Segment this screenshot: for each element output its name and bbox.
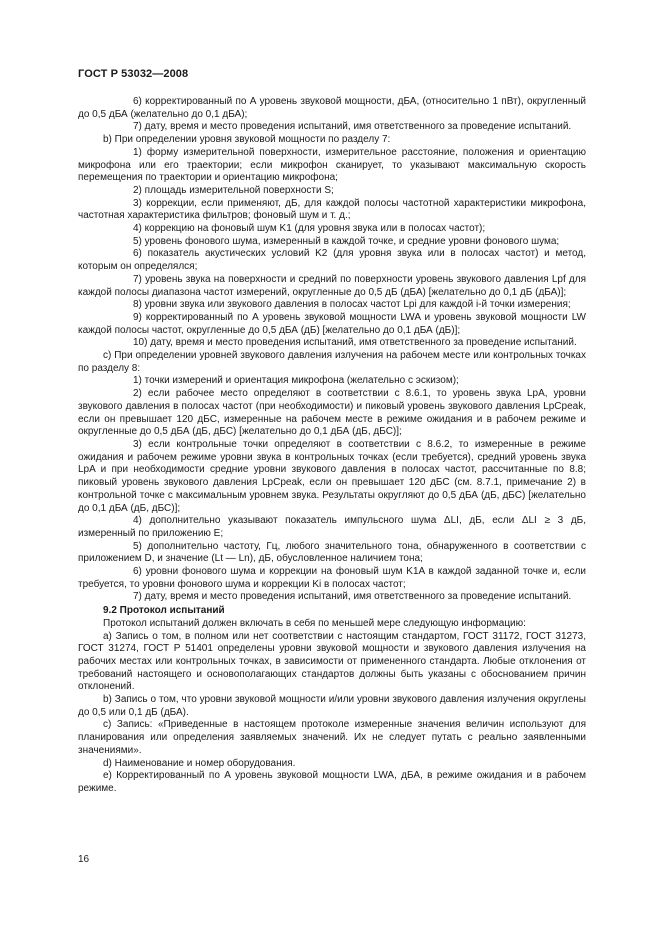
paragraph: c) Запись: «Приведенные в настоящем протоколе измеренные значения величин используют для планирования или определения заявляемых значений. Их не следует путать с реально заявленными значениями». bbox=[78, 719, 586, 756]
paragraph: 3) если контрольные точки определяют в соответствии с 8.6.2, то измеренные в режиме ожидания и рабочем режиме уровни звука в контрольных точках (если требуется), средний уровень звука LpA и при необходимости средние уровни звукового давления в полосах частот, рассчитанные по 8.8; пиковый уровень звукового давления LpCpeak, если он превышает 120 дБС (см. 8.7.1, примечание 2) в контрольной точке с максимальным уровнем звука. Результаты округляют до 0,5 дБА (дБ, дБС) [желательно до 0,1 дБА (дБ, дБС)]; bbox=[78, 438, 586, 514]
paragraph: 3) коррекции, если применяют, дБ, для каждой полосы частотной характеристики микрофона, частотная характеристика фильтров; фоновый шум и т. д.; bbox=[78, 197, 586, 222]
paragraph: 1) точки измерений и ориентация микрофона (желательно с эскизом); bbox=[133, 375, 459, 387]
paragraph: 5) дополнительно частоту, Гц, любого значительного тона, обнаруженного в соответствии с приложением D, и значение (Lt — Ln), дБ, обусловленное наличием тона; bbox=[78, 540, 586, 565]
paragraph: b) При определении уровня звуковой мощности по разделу 7: bbox=[103, 134, 391, 146]
paragraph: 7) уровень звука на поверхности и средний по поверхности уровень звукового давления Lpf для каждой полосы диапазона частот измерений, округленные до 0,5 дБ (дБА) [желательно до 0,1 дБ (дБА)]; bbox=[78, 273, 586, 298]
paragraph: c) При определении уровней звукового давления излучения на рабочем месте или контрольных точках по разделу 8: bbox=[78, 350, 586, 374]
paragraph: 2) площадь измерительной поверхности S; bbox=[133, 184, 334, 196]
paragraph: 6) уровни фонового шума и коррекции на фоновый шум K1A в каждой заданной точке и, если требуется, то уровни фонового шума и коррекции Ki в полосах частот; bbox=[78, 566, 586, 590]
paragraph: 7) дату, время и место проведения испытаний, имя ответственного за проведение испытаний. bbox=[133, 591, 572, 603]
paragraph: 6) корректированный по А уровень звуковой мощности, дБА, (относительно 1 пВт), округленный до 0,5 дБА (желательно до 0,1 дБА); bbox=[78, 96, 586, 120]
paragraph: 8) уровни звука или звукового давления в полосах частот Lpi для каждой i-й точки измерения; bbox=[133, 299, 571, 311]
paragraph: 9) корректированный по А уровень звуковой мощности LWA и уровень звуковой мощности LW каждой полосы частот, округленные до 0,5 дБА (дБ) [желательно до 0,1 дБА (дБ)]; bbox=[78, 311, 586, 336]
paragraph: 10) дату, время и место проведения испытаний, имя ответственного за проведение испытаний. bbox=[133, 337, 577, 349]
section-heading: 9.2 Протокол испытаний bbox=[103, 605, 225, 617]
paragraph: d) Наименование и номер оборудования. bbox=[103, 757, 296, 769]
paragraph: 1) форму измерительной поверхности, измерительное расстояние, положения и ориентацию микрофона или его траектории; если микрофон сканирует, то указывают максимальную скорость перемещения по траектории и ориентацию микрофона; bbox=[78, 146, 586, 184]
page-number: 16 bbox=[78, 854, 90, 865]
paragraph: e) Корректированный по А уровень звуковой мощности LWA, дБА, в режиме ожидания и в рабочем режиме. bbox=[78, 770, 586, 794]
document-header: ГОСТ Р 53032—2008 bbox=[78, 68, 189, 80]
paragraph: 2) если рабочее место определяют в соответствии с 8.6.1, то уровень звука LpA, уровни звукового давления в полосах частот (при необходимости) и пиковый уровень звукового давления LpCpeak, если он превышает 120 дБС, измеренные на рабочем месте в режиме ожидания и в рабочем режиме и округленные до 0,5 дБА (дБ, дБС) [желательно до 0,1 дБА (дБ, дБС)]; bbox=[78, 388, 586, 438]
paragraph: 4) коррекцию на фоновый шум K1 (для уровня звука или в полосах частот); bbox=[133, 223, 486, 235]
paragraph: 4) дополнительно указывают показатель импульсного шума ΔLI, дБ, если ΔLI ≥ 3 дБ, измеренный по приложению Е; bbox=[78, 515, 586, 539]
paragraph: 5) уровень фонового шума, измеренный в каждой точке, и средние уровни фонового шума; bbox=[133, 235, 560, 247]
body-text bbox=[78, 96, 586, 796]
paragraph: 6) показатель акустических условий K2 (для уровня звука или в полосах частот) и метод, которым он определялся; bbox=[78, 248, 586, 273]
paragraph: b) Запись о том, что уровни звуковой мощности и/или уровни звукового давления излучения округлены до 0,5 или 0,1 дБ (дБА). bbox=[78, 694, 586, 718]
paragraph: a) Запись о том, в полном или нет соответствии с настоящим стандартом, ГОСТ 31172, ГОСТ 31273, ГОСТ 31274, ГОСТ Р 51401 определены уровни звуковой мощности и звукового давления излучения на рабочих местах или контрольных точках, в зависимости от примененного стандарта. Любые отклонения от требований настоящего и основополагающих стандартов должны быть указаны с обоснованием причин отклонений. bbox=[78, 630, 586, 693]
paragraph: Протокол испытаний должен включать в себя по меньшей мере следующую информацию: bbox=[103, 617, 526, 629]
paragraph: 7) дату, время и место проведения испытаний, имя ответственного за проведение испытаний. bbox=[133, 121, 572, 133]
